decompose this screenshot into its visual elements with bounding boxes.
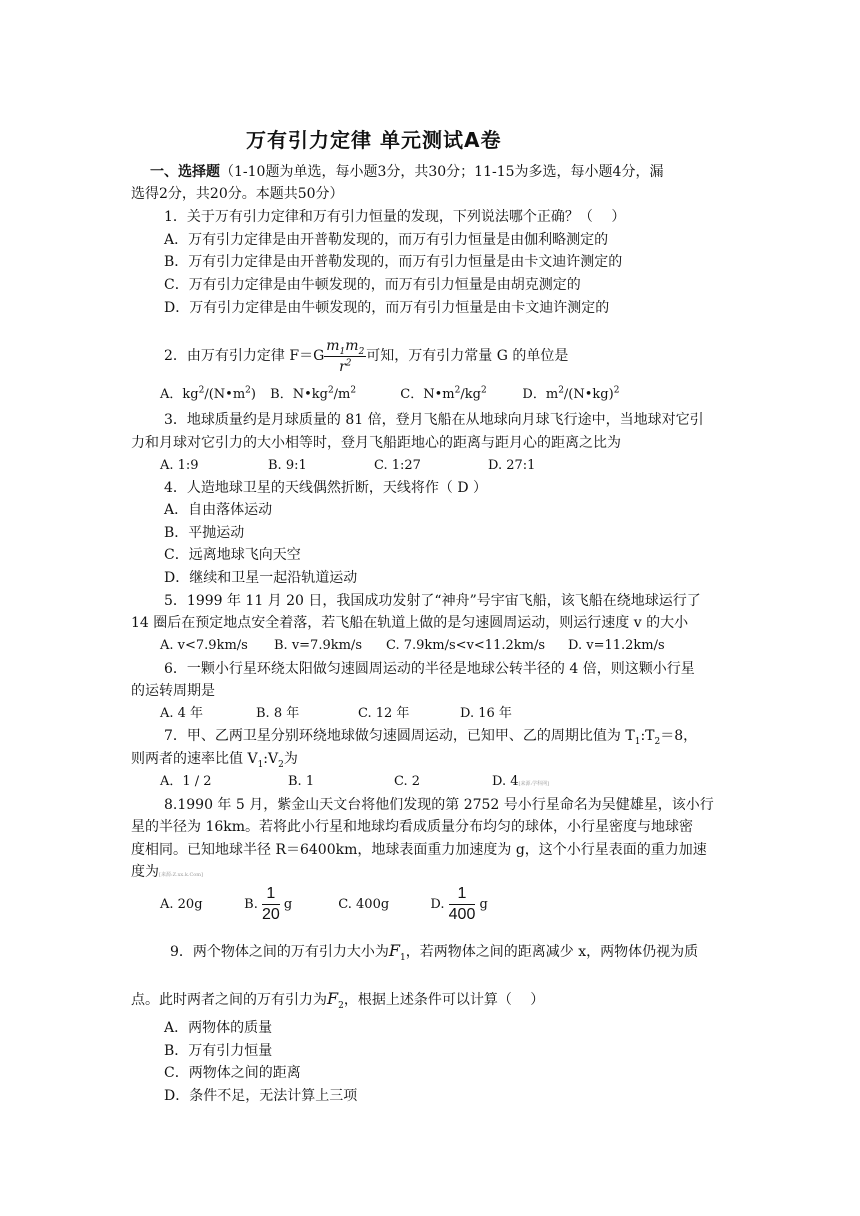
q3-option-b: B. 9:1: [268, 458, 307, 473]
q6-options: [160, 704, 512, 724]
q2-option-d: D．$m^2/(N•kg)^2$: [522, 385, 620, 402]
section-desc-1: （1-10题为单选，每小题3分，共30分；11-15为多选，每小题4分，漏: [220, 164, 664, 180]
q2-option-b: B．$N•kg^2/m^2$: [270, 385, 357, 402]
q6-option-b: B. 8 年: [256, 706, 300, 721]
q2-option-c: C．$N•m^2/kg^2$: [400, 385, 487, 402]
q6-option-a: A. 4 年: [160, 706, 204, 721]
q9-option-c: C．两物体之间的距离: [164, 1065, 301, 1081]
q8-option-d: D. $\frac{1}{400}$ g: [430, 885, 488, 923]
q6-option-d: D. 16 年: [460, 706, 512, 721]
q4-option-a: A．自由落体运动: [164, 502, 273, 518]
q9-option-b: B．万有引力恒量: [164, 1043, 273, 1059]
formula-sub-1: 1: [339, 346, 346, 357]
source-watermark-q8: [来源:Z.xx.k.Com]: [159, 872, 203, 878]
q9-line-1: 9．两个物体之间的万有引力大小为$F_1$，若两物体之间的距离减少 x，两物体仍视为质: [170, 941, 699, 963]
q6-option-c: C. 12 年: [358, 706, 410, 721]
q4-option-d: D．继续和卫星一起沿轨道运动: [164, 570, 358, 586]
source-watermark-q7: [来源:学科网]: [518, 781, 550, 787]
q7-line-2: 则两者的速率比值 $V_1:V_2$为: [131, 751, 298, 770]
q6-line-1: 6．一颗小行星环绕太阳做匀速圆周运动的半径是地球公转半径的 4 倍，则这颗小行星: [164, 661, 695, 677]
formula-sub-2: 2: [358, 346, 365, 357]
q8-line-2: 星的半径为 16km。若将此小行星和地球均看成质量分布均匀的球体，小行星密度与地球密: [131, 819, 694, 835]
formula-m1: m: [326, 337, 340, 354]
q7-option-c: C. 2: [394, 774, 421, 789]
q8-option-b: B. $\frac{1}{20}$ g: [244, 885, 293, 923]
q1-option-d: D．万有引力定律是由牛顿发现的，而万有引力恒量是由卡文迪许测定的: [164, 300, 610, 316]
q5-options: [160, 636, 665, 656]
q5-line-2: 14 圈后在预定地点安全着落，若飞船在轨道上做的是匀速圆周运动，则运行速度 v 的大小: [131, 615, 689, 631]
q3-option-a: A. 1:9: [160, 458, 199, 473]
q8-option-a: A. 20g: [160, 897, 203, 912]
q2-options: [160, 385, 619, 405]
q3-options: [160, 456, 535, 476]
q7-line-1: 7．甲、乙两卫星分别环绕地球做匀速圆周运动，已知甲、乙的周期比值为 $T_1:T_2=8$，: [164, 728, 698, 747]
formula-m2: m: [345, 337, 359, 354]
q8-options: [160, 884, 488, 926]
q7-option-b: B. 1: [288, 774, 315, 789]
q7-options: [160, 772, 549, 794]
formula-r: r: [339, 358, 346, 375]
q3-line-1: 3．地球质量约是月球质量的 81 倍，登月飞船在从地球向月球飞行途中，当地球对它引: [164, 412, 704, 428]
q6-line-2: 的运转周期是: [131, 683, 215, 699]
q3-option-d: D. 27:1: [488, 458, 536, 473]
q8-line-1: 8.1990 年 5 月，紫金山天文台将他们发现的第 2752 号小行星命名为吴健雄星，该小行: [164, 797, 714, 813]
q5-option-d: D. v=11.2km/s: [568, 638, 665, 653]
q7-option-a: A．1 / 2: [160, 774, 212, 789]
q9-line-2: 点。此时两者之间的万有引力为$F_2$，根据上述条件可以计算（ ）: [131, 989, 545, 1011]
q5-line-1: 5．1999 年 11 月 20 日，我国成功发射了“神舟”号宇宙飞船，该飞船在绕地球运行了: [164, 593, 701, 609]
q9-option-a: A．两物体的质量: [164, 1020, 273, 1036]
q1-option-c: C．万有引力定律是由牛顿发现的，而万有引力恒量是由胡克测定的: [164, 277, 581, 293]
document-title: 万有引力定律 单元测试A卷: [246, 128, 502, 152]
q8-line-3: 度相同。已知地球半径 R＝6400km，地球表面重力加速度为 g，这个小行星表面的重力加速: [131, 842, 707, 858]
q5-option-c: C. 7.9km/s<v<11.2km/s: [386, 638, 546, 653]
q9-option-d: D．条件不足，无法计算上三项: [164, 1088, 358, 1104]
q2-option-a: A．$kg^2/(N•m^2)$: [160, 385, 256, 402]
q4-option-c: C．远离地球飞向天空: [164, 547, 301, 563]
gravity-formula-fraction: [324, 337, 366, 376]
q3-option-c: C. 1:27: [374, 458, 421, 473]
section-header-line-1: [150, 162, 663, 182]
q1-option-b: B．万有引力定律是由开普勒发现的，而万有引力恒量是由卡文迪许测定的: [164, 254, 623, 270]
q8-option-c: C. 400g: [338, 897, 390, 912]
q5-option-b: B. v=7.9km/s: [274, 638, 362, 653]
q1-stem: 1．关于万有引力定律和万有引力恒量的发现，下列说法哪个正确？（ ）: [164, 209, 626, 225]
q4-stem: 4．人造地球卫星的天线偶然折断，天线将作（ D ）: [164, 480, 488, 496]
q7-option-d: D. 4[来源:学科网]: [492, 774, 550, 789]
q2-stem: [164, 336, 568, 376]
q2-stem-pre: 2．由万有引力定律 F＝G: [164, 348, 325, 364]
q4-option-b: B．平抛运动: [164, 525, 245, 541]
formula-sup-2: 2: [345, 357, 352, 368]
q1-option-a: A．万有引力定律是由开普勒发现的，而万有引力恒量是由伽利略测定的: [164, 232, 609, 248]
q5-option-a: A. v<7.9km/s: [160, 638, 248, 653]
q3-line-2: 力和月球对它引力的大小相等时，登月飞船距地心的距离与距月心的距离之比为: [131, 435, 621, 451]
q2-stem-post: 可知，万有引力常量 G 的单位是: [366, 348, 569, 364]
section-heading: 一、选择题: [150, 164, 220, 180]
section-desc-2: 选得2分，共20分。本题共50分）: [131, 186, 344, 202]
q8-line-4: 度为[来源:Z.xx.k.Com]: [131, 864, 203, 880]
